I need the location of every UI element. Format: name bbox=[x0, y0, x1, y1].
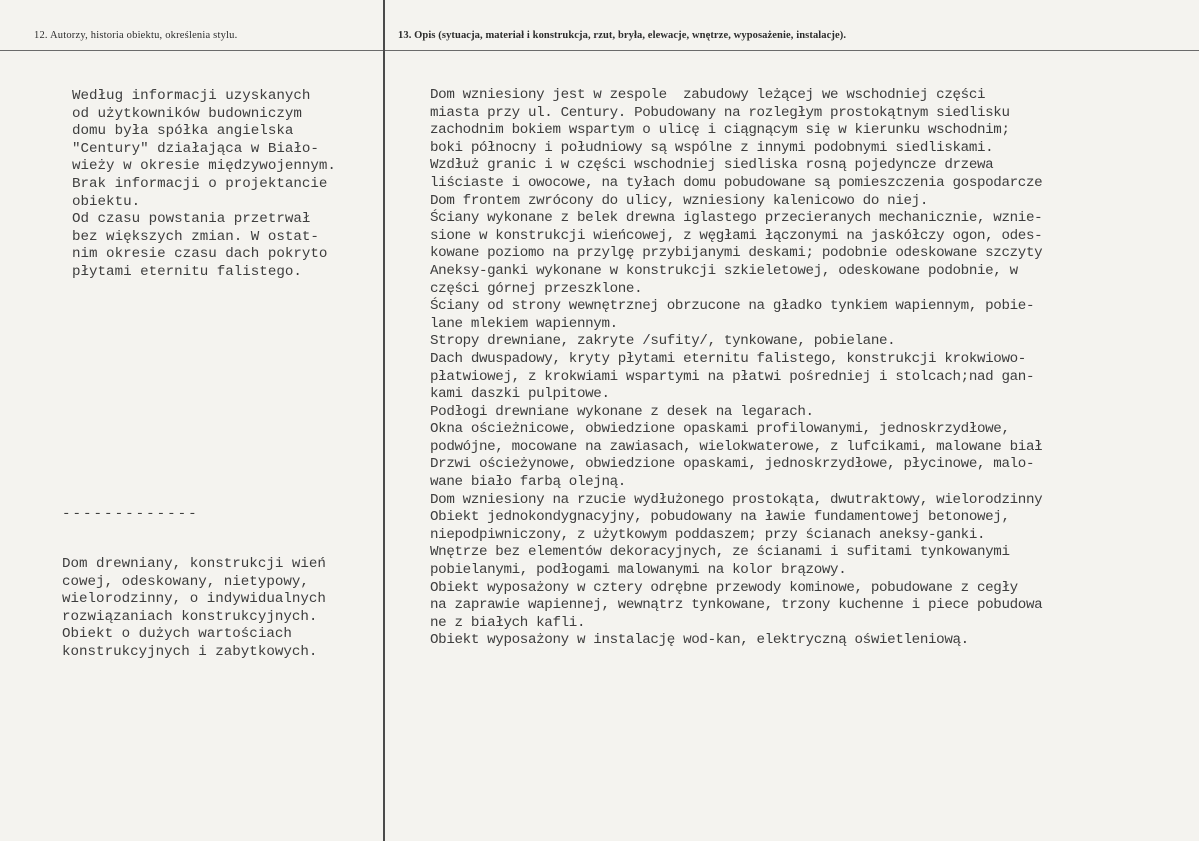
authors-history-text: Według informacji uzyskanych od użytkowników budowniczym domu była spółka angielska "Century" działająca w Biało- wieży w okresie międzywojennym. Brak informacji o projektancie obiektu. Od czasu powstania przetrwał bez większych zmian. W ostat- nim okresie czasu dach pokryto płytami eternitu falistego. bbox=[72, 88, 336, 280]
building-description-text: Dom wzniesiony jest w zespole zabudowy leżącej we wschodniej części miasta przy ul. Century. Pobudowany na rozległym prostokątnym siedlisku zachodnim bokiem wspartym o ulicę i ciągnącym się w kierunku wschodnim; boki północny i południowy są wspólne z innymi podobnymi siedliskami. Wzdłuż granic i w części wschodniej siedliska rosną pojedyncze drzewa liściaste i owocowe, na tyłach domu pobudowane są pomieszczenia gospodarcze Dom frontem zwrócony do ulicy, wzniesiony kalenicowo do niej. Ściany wykonane z belek drewna iglastego przecieranych mechanicznie, wznie- sione w konstrukcji wieńcowej, z węgłami łączonymi na jaskółczy ogon, odes- kowane poziomo na przylgę przybijanymi deskami; podobnie odeskowane szczyty Aneksy-ganki wykonane w konstrukcji szkieletowej, odeskowane podobnie, w części górnej przeszklone. Ściany od strony wewnętrznej obrzucone na gładko tynkiem wapiennym, pobie- lane mlekiem wapiennym. Stropy drewniane, zakryte /sufity/, tynkowane, pobielane. Dach dwuspadowy, kryty płytami eternitu falistego, konstrukcji krokwiowo- płatwiowej, z krokwiami wspartymi na płatwi pośredniej i stolcach;nad gan- kami daszki pulpitowe. Podłogi drewniane wykonane z desek na legarach. Okna ościeżnicowe, obwiedzione opaskami profilowanymi, jednoskrzydłowe, podwójne, mocowane na zawiasach, wielokwaterowe, z lufcikami, malowane biał Drzwi ościeżynowe, obwiedzione opaskami, jednoskrzydłowe, płycinowe, malo- wane biało farbą olejną. Dom wzniesiony na rzucie wydłużonego prostokąta, dwutraktowy, wielorodzinny Obiekt jednokondygnacyjny, pobudowany na ławie fundamentowej betonowej, niepodpiwniczony, z użytkowym poddaszem; przy ścianach aneksy-ganki. Wnętrze bez elementów dekoracyjnych, ze ścianami i sufitami tynkowanymi pobielanymi, podłogami malowanymi na kolor brązowy. Obiekt wyposażony w cztery odrębne przewody kominowe, pobudowane z cegły na zaprawie wapiennej, wewnątrz tynkowane, trzony kuchenne i piece pobudowa ne z białych kafli. Obiekt wyposażony w instalację wod-kan, elektryczną oświetleniową. bbox=[430, 87, 1043, 649]
column-divider bbox=[383, 0, 385, 841]
header-divider bbox=[0, 50, 1199, 51]
style-definition-text: Dom drewniany, konstrukcji wień cowej, odeskowany, nietypowy, wielorodzinny, o indywidualnych rozwiązaniach konstrukcyjnych. Obiekt o dużych wartościach konstrukcyjnych i zabytkowych. bbox=[62, 556, 326, 660]
section-13-heading: 13. Opis (sytuacja, materiał i konstrukcja, rzut, bryła, elewacje, wnętrze, wyposażenie, instalacje). bbox=[398, 30, 847, 41]
dashed-separator: ------------- bbox=[62, 506, 199, 522]
section-12-heading: 12. Autorzy, historia obiektu, określenia stylu. bbox=[34, 30, 238, 41]
